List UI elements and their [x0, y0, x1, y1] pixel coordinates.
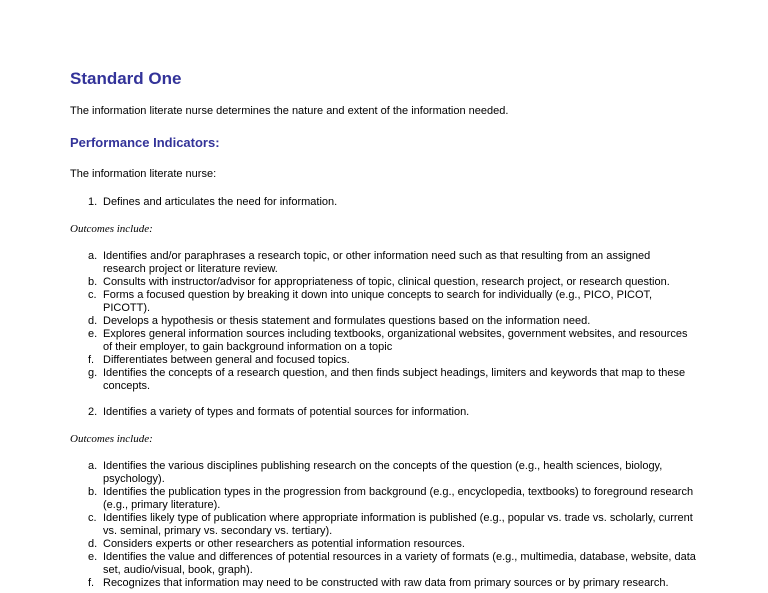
item-marker: a. [88, 249, 98, 262]
outcome-text: Identifies likely type of publication where appropriate information is published (e.g., popular vs. trade vs. scholarly, current vs. seminal, primary vs. secondary vs. tertiary). [103, 511, 693, 537]
outcome-text: Identifies the publication types in the progression from background (e.g., encyclopedia, textbooks) to foreground research (e.g., primary literature). [103, 485, 694, 511]
outcome-item [88, 289, 696, 315]
section-heading: Performance Indicators: [70, 134, 220, 150]
page-title: Standard One [70, 69, 182, 88]
outcome-text: Explores general information sources including textbooks, organizational websites, government websites, and resources of their employer, to gain background information on a topic [103, 327, 688, 353]
intro-text: The information literate nurse determines the nature and extent of the information needed. [70, 104, 509, 117]
outcome-item [88, 460, 696, 486]
indicator-text: Defines and articulates the need for information. [103, 195, 338, 208]
outcome-item [88, 354, 696, 367]
outcome-text: Identifies the various disciplines publishing research on the concepts of the question (e.g., health sciences, biology, psychology). [103, 459, 663, 485]
item-marker: 1. [88, 195, 98, 208]
outcome-item [88, 367, 696, 393]
item-marker: f. [88, 576, 95, 589]
outcome-text: Consults with instructor/advisor for appropriateness of topic, clinical question, research project, or research question. [103, 275, 670, 288]
outcomes-label: Outcomes include: [70, 432, 153, 445]
outcome-text: Forms a focused question by breaking it down into unique concepts to search for individually (e.g., PICO, PICOT, PICOTT). [103, 288, 653, 314]
outcome-item [88, 486, 696, 512]
item-marker: e. [88, 327, 98, 340]
item-marker: g. [88, 366, 98, 379]
item-marker: f. [88, 353, 95, 366]
item-marker: e. [88, 550, 98, 563]
item-marker: d. [88, 537, 98, 550]
item-marker: c. [88, 511, 97, 524]
indicator-text: Identifies a variety of types and formats of potential sources for information. [103, 405, 470, 418]
outcome-text: Develops a hypothesis or thesis statement and formulates questions based on the information need. [103, 314, 591, 327]
indicator-item [70, 406, 696, 419]
outcome-item [88, 315, 696, 328]
outcomes-list [70, 250, 696, 393]
outcome-text: Identifies and/or paraphrases a research topic, or other information need such as that resulting from an assigned research project or literature review. [103, 249, 651, 275]
outcome-item [88, 577, 696, 590]
outcome-item [88, 276, 696, 289]
outcome-text: Recognizes that information may need to be constructed with raw data from primary sources or by primary research. [103, 576, 669, 589]
indicator-item [70, 196, 696, 209]
item-marker: b. [88, 485, 98, 498]
item-marker: a. [88, 459, 98, 472]
outcome-item [88, 512, 696, 538]
outcome-item [88, 551, 696, 577]
item-marker: b. [88, 275, 98, 288]
item-marker: d. [88, 314, 98, 327]
outcome-item [88, 328, 696, 354]
item-marker: 2. [88, 405, 98, 418]
lead-text: The information literate nurse: [70, 167, 217, 180]
outcome-text: Differentiates between general and focused topics. [103, 353, 350, 366]
outcomes-list [70, 460, 696, 590]
outcomes-label: Outcomes include: [70, 222, 153, 235]
outcome-item [88, 250, 696, 276]
outcome-item [88, 538, 696, 551]
outcome-text: Identifies the concepts of a research question, and then finds subject headings, limiters and keywords that map to these concepts. [103, 366, 686, 392]
outcome-text: Considers experts or other researchers as potential information resources. [103, 537, 465, 550]
item-marker: c. [88, 288, 97, 301]
outcome-text: Identifies the value and differences of potential resources in a variety of formats (e.g., multimedia, database, website, data set, audio/visual, book, graph). [103, 550, 696, 576]
